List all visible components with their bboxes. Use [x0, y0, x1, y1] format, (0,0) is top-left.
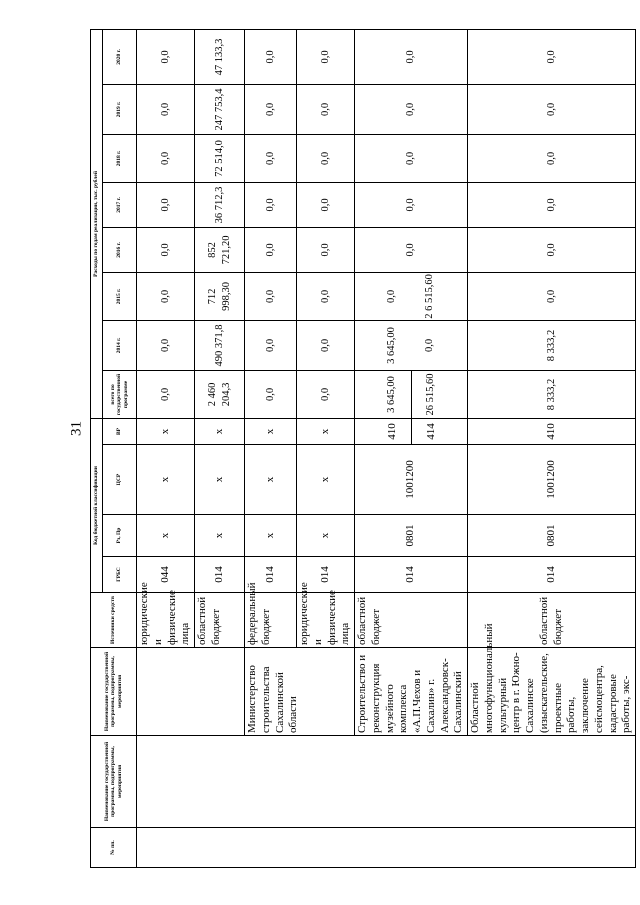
cell-2015: 712 998,30	[195, 272, 245, 320]
cell-2020: 0,0	[137, 29, 195, 84]
cell-2020: 0,0	[355, 29, 468, 84]
header-total: всего по государственной программе	[103, 370, 137, 418]
header-source: Источники средств	[91, 593, 137, 648]
cell-rzpr: x	[195, 515, 245, 557]
cell-2014-a: 3 645,00	[386, 327, 398, 364]
cell-total: 2 460 204,3	[195, 370, 245, 418]
cell-csr: x	[195, 445, 245, 515]
cell-2015: 0,0	[297, 272, 355, 320]
header-grbs: ГРБС	[103, 557, 137, 593]
cell-program-2: Строительство и реконструкция музейного комплекса «А.П.Чехов и Сахалин» г. Александровск-Сахалинский	[355, 648, 468, 736]
cell-2019: 0,0	[355, 84, 468, 134]
cell-csr: x	[297, 445, 355, 515]
cell-csr: 1001200	[355, 445, 468, 515]
cell-vr: x	[297, 418, 355, 444]
cell-2018: 0,0	[137, 134, 195, 182]
cell-2016: 0,0	[137, 227, 195, 272]
cell-total-a: 3 645,00	[373, 371, 412, 418]
cell-rzpr: x	[297, 515, 355, 557]
header-rzpr: Рз, Пр	[103, 515, 137, 557]
cell-2019: 0,0	[468, 84, 636, 134]
cell-vr: x	[137, 418, 195, 444]
header-no: № пп.	[91, 828, 137, 868]
header-year-2019: 2019 г.	[103, 84, 137, 134]
cell-2016: 0,0	[297, 227, 355, 272]
budget-table	[90, 29, 636, 868]
cell-total: 0,0	[245, 370, 297, 418]
cell-2017: 0,0	[468, 182, 636, 227]
cell-grbs: 014	[195, 557, 245, 593]
header-year-2016: 2016 г.	[103, 227, 137, 272]
budget-table-wrapper	[90, 30, 633, 868]
cell-2016: 0,0	[245, 227, 297, 272]
header-year-2017: 2017 г.	[103, 182, 137, 227]
cell-vr: x	[195, 418, 245, 444]
cell-total: 8 333,2	[468, 370, 636, 418]
cell-grbs: 014	[468, 557, 636, 593]
cell-2016: 0,0	[355, 227, 468, 272]
cell-2020: 47 133,3	[195, 29, 245, 84]
cell-vr-b: 414	[424, 423, 437, 440]
cell-rzpr: 0801	[468, 515, 636, 557]
page-number: 31	[68, 421, 85, 436]
cell-2014: 0,0	[297, 320, 355, 370]
cell-grbs: 014	[355, 557, 468, 593]
cell-grbs: 044	[137, 557, 195, 593]
header-program-2: Наименование государственной программы, подпрограммы, мероприятия	[91, 648, 137, 736]
cell-2016: 0,0	[468, 227, 636, 272]
cell-2017: 36 712,3	[195, 182, 245, 227]
header-expense-group: Расходы по годам реализации, тыс. рублей	[91, 29, 103, 418]
cell-program-2	[137, 648, 245, 736]
header-year-2015: 2015 г.	[103, 272, 137, 320]
cell-2014: 8 333,2	[468, 320, 636, 370]
cell-2019: 0,0	[245, 84, 297, 134]
header-csr: ЦСР	[103, 445, 137, 515]
cell-2014: 0,0	[245, 320, 297, 370]
cell-source: областной бюджет	[195, 593, 245, 648]
cell-2014-b: 0,0	[424, 338, 436, 353]
cell-rzpr: 0801	[355, 515, 468, 557]
header-vr: ВР	[103, 418, 137, 444]
cell-source: юридические и физические лица	[297, 593, 355, 648]
cell-vr-a: 410	[373, 419, 412, 444]
cell-2015-a: 0,0	[386, 289, 398, 304]
cell-source: областной бюджет	[355, 593, 468, 648]
cell-total-split	[355, 370, 468, 418]
cell-2017: 0,0	[245, 182, 297, 227]
cell-2018: 72 514,0	[195, 134, 245, 182]
cell-csr: x	[245, 445, 297, 515]
cell-2015: 0,0	[245, 272, 297, 320]
cell-grbs: 014	[245, 557, 297, 593]
cell-2015: 0,0	[468, 272, 636, 320]
cell-2020: 0,0	[297, 29, 355, 84]
cell-rzpr: x	[245, 515, 297, 557]
cell-2015-split	[355, 272, 468, 320]
cell-vr: x	[245, 418, 297, 444]
cell-2014: 490 371,8	[195, 320, 245, 370]
cell-program	[137, 736, 636, 828]
cell-2019: 247 753,4	[195, 84, 245, 134]
cell-program-2: Областной многофункциональный культурный центр в г. Южно-Сахалинске (изыскательские, проектные работы, заключение сейсмоцентра, кадастровые работы, экс-	[468, 648, 636, 736]
cell-2017: 0,0	[297, 182, 355, 227]
cell-rzpr: x	[137, 515, 195, 557]
cell-2018: 0,0	[355, 134, 468, 182]
cell-vr: 410	[468, 418, 636, 444]
cell-source: юридические и физические лица	[137, 593, 195, 648]
cell-2014-split	[355, 320, 468, 370]
cell-program-2: Министерство строительства Сахалинской области	[245, 648, 355, 736]
cell-csr: x	[137, 445, 195, 515]
cell-2017: 0,0	[137, 182, 195, 227]
header-year-2014: 2014 г.	[103, 320, 137, 370]
cell-no	[137, 828, 636, 868]
cell-2015: 0,0	[137, 272, 195, 320]
cell-total: 0,0	[297, 370, 355, 418]
cell-2015-b: 2 6 515,60	[424, 274, 436, 319]
cell-2019: 0,0	[297, 84, 355, 134]
cell-csr: 1001200	[468, 445, 636, 515]
cell-total: 0,0	[137, 370, 195, 418]
header-year-2018: 2018 г.	[103, 134, 137, 182]
header-year-2020: 2020 г.	[103, 29, 137, 84]
cell-2016: 852 721,20	[195, 227, 245, 272]
table-row	[137, 29, 195, 867]
cell-source: федеральный бюджет	[245, 593, 297, 648]
cell-grbs: 014	[297, 557, 355, 593]
cell-2019: 0,0	[137, 84, 195, 134]
cell-vr-split	[355, 418, 468, 444]
cell-2018: 0,0	[245, 134, 297, 182]
cell-2017: 0,0	[355, 182, 468, 227]
cell-total-b: 26 515,60	[424, 373, 436, 416]
cell-2018: 0,0	[468, 134, 636, 182]
cell-2014: 0,0	[137, 320, 195, 370]
cell-2018: 0,0	[297, 134, 355, 182]
header-program: Наименование государственной программы, подпрограммы, мероприятия	[91, 736, 137, 828]
cell-2020: 0,0	[245, 29, 297, 84]
header-code-group: Код бюджетной классификации	[91, 418, 103, 592]
cell-2020: 0,0	[468, 29, 636, 84]
cell-source: областной бюджет	[468, 593, 636, 648]
